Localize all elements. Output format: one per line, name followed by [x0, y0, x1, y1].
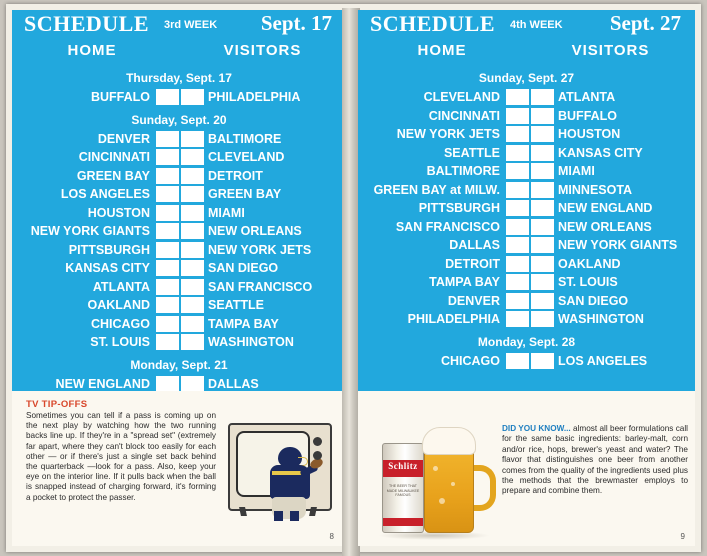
- visiting-team: CLEVELAND: [208, 150, 285, 164]
- score-box-home[interactable]: [156, 223, 179, 239]
- score-box-home[interactable]: [156, 168, 179, 184]
- home-team: DENVER: [97, 131, 150, 146]
- score-boxes[interactable]: [506, 182, 554, 198]
- score-box-visitor[interactable]: [531, 145, 554, 161]
- game-row: [12, 186, 346, 205]
- score-box-home[interactable]: [156, 334, 179, 350]
- score-box-home[interactable]: [506, 108, 529, 124]
- game-row: [12, 89, 346, 108]
- home-team: LOS ANGELES: [60, 187, 150, 201]
- home-team: PITTSBURGH: [418, 201, 500, 215]
- home-team: NEW YORK GIANTS: [30, 224, 150, 238]
- score-boxes[interactable]: [156, 242, 204, 258]
- score-box-home[interactable]: [506, 274, 529, 290]
- score-box-visitor[interactable]: [531, 274, 554, 290]
- date-label: Sept. 17: [260, 11, 332, 35]
- tv-screen: [236, 431, 310, 497]
- score-boxes[interactable]: [156, 205, 204, 221]
- visiting-team: WASHINGTON: [558, 312, 644, 326]
- home-team: PITTSBURGH: [68, 242, 150, 257]
- visiting-team: MIAMI: [558, 164, 595, 178]
- home-team: HOUSTON: [87, 205, 150, 220]
- visiting-team: DALLAS: [208, 376, 259, 391]
- visiting-team: SEATTLE: [208, 298, 265, 312]
- visiting-team: PHILADELPHIA: [208, 90, 301, 104]
- score-box-home[interactable]: [506, 89, 529, 105]
- score-box-home[interactable]: [156, 205, 179, 221]
- did-you-know-text: almost all beer formulations call for the same basic ingredients: barley-malt, corn and/or rice, hops, brewer's yeast and water? The flavor that distinguishes one beer from another comes from the quality of the ingredients used plus the methods that the brewmaster employs to prepare and combine them.: [502, 424, 688, 496]
- left-page: [12, 10, 346, 546]
- score-box-visitor[interactable]: [531, 256, 554, 272]
- home-team: GREEN BAY at MILW.: [373, 182, 500, 197]
- game-row: [358, 89, 695, 108]
- visiting-team: OAKLAND: [558, 256, 621, 271]
- score-boxes[interactable]: [156, 149, 204, 165]
- score-box-home[interactable]: [506, 163, 529, 179]
- game-row: [358, 126, 695, 145]
- score-box-home[interactable]: [506, 237, 529, 253]
- left-article-area: [12, 391, 346, 546]
- bubble: [439, 498, 445, 504]
- home-team: NEW YORK JETS: [396, 127, 500, 141]
- visiting-team: LOS ANGELES: [558, 353, 648, 368]
- page-number: 8: [329, 532, 334, 541]
- score-box-visitor[interactable]: [531, 163, 554, 179]
- home-team: OAKLAND: [87, 298, 150, 312]
- can-bottom-band: [383, 518, 423, 526]
- score-boxes[interactable]: [506, 274, 554, 290]
- home-team: NEW ENGLAND: [55, 376, 150, 391]
- game-row: [12, 260, 346, 279]
- score-box-home[interactable]: [156, 316, 179, 332]
- visiting-team: NEW ENGLAND: [558, 201, 653, 215]
- score-boxes[interactable]: [156, 376, 204, 392]
- score-box-visitor[interactable]: [181, 223, 204, 239]
- visiting-team: GREEN BAY: [208, 187, 282, 201]
- score-box-visitor[interactable]: [181, 168, 204, 184]
- home-team: SAN FRANCISCO: [395, 219, 500, 234]
- score-box-visitor[interactable]: [181, 334, 204, 350]
- score-boxes[interactable]: [156, 279, 204, 295]
- score-boxes[interactable]: [506, 293, 554, 309]
- home-team: DENVER: [447, 293, 500, 308]
- score-boxes[interactable]: [156, 316, 204, 332]
- score-box-visitor[interactable]: [181, 316, 204, 332]
- score-boxes[interactable]: [506, 108, 554, 124]
- left-schedule-panel: [12, 10, 346, 391]
- visiting-team: ATLANTA: [558, 90, 616, 104]
- game-row: [358, 219, 695, 238]
- score-box-home[interactable]: [156, 89, 179, 105]
- score-box-home[interactable]: [506, 256, 529, 272]
- score-box-visitor[interactable]: [531, 237, 554, 253]
- score-box-home[interactable]: [156, 376, 179, 392]
- mug-foam: [422, 427, 476, 455]
- game-row: [358, 274, 695, 293]
- game-row: [358, 311, 695, 330]
- score-boxes[interactable]: [506, 256, 554, 272]
- game-row: [12, 205, 346, 224]
- beer-mug: [424, 427, 486, 531]
- tv-tipoffs-body: Sometimes you can tell if a pass is coming up on the next play by watching how the two running backs line up. If they're in a "spread set" (extremely far apart, where they can't block too easily for each other — or if there's just a single set back behind the quarterback —look for a pass. Also, keep your eye on the interior line. If it pulls back when the ball is snapped instead of charging forward, it's forming a pocket to protect the passer.: [26, 411, 216, 502]
- visiting-team: DETROIT: [208, 168, 263, 183]
- right-article-area: [358, 391, 695, 546]
- visiting-team: NEW YORK GIANTS: [558, 238, 678, 252]
- day-label: Sunday, Sept. 20: [131, 112, 227, 127]
- home-column-header: HOME: [417, 42, 467, 59]
- visiting-team: WASHINGTON: [208, 335, 294, 349]
- game-row: [12, 297, 346, 316]
- score-boxes[interactable]: [156, 186, 204, 202]
- home-team: ST. LOUIS: [90, 335, 150, 349]
- left-column-headers: [12, 40, 346, 66]
- score-box-visitor[interactable]: [181, 89, 204, 105]
- score-box-visitor[interactable]: [531, 311, 554, 327]
- can-fine-print: THE BEER THAT MADE MILWAUKEE FAMOUS: [386, 484, 420, 498]
- score-boxes[interactable]: [506, 200, 554, 216]
- did-you-know-body: [502, 424, 688, 497]
- score-box-visitor[interactable]: [531, 108, 554, 124]
- score-box-visitor[interactable]: [181, 260, 204, 276]
- score-boxes[interactable]: [506, 219, 554, 235]
- score-boxes[interactable]: [156, 168, 204, 184]
- visiting-team: SAN DIEGO: [558, 293, 629, 308]
- game-row: [358, 237, 695, 256]
- visiting-team: TAMPA BAY: [208, 316, 279, 331]
- score-box-home[interactable]: [156, 186, 179, 202]
- day-label: Sunday, Sept. 27: [478, 71, 575, 85]
- score-box-visitor[interactable]: [531, 219, 554, 235]
- score-boxes[interactable]: [506, 311, 554, 327]
- game-row: [12, 168, 346, 187]
- home-team: CLEVELAND: [423, 90, 500, 104]
- score-box-home[interactable]: [506, 293, 529, 309]
- home-team: GREEN BAY: [76, 168, 150, 183]
- visiting-team: SAN FRANCISCO: [208, 279, 313, 294]
- day-label: Monday, Sept. 28: [477, 334, 576, 349]
- home-team: DETROIT: [445, 256, 500, 271]
- home-team: PHILADELPHIA: [407, 312, 500, 326]
- visitors-column-header: VISITORS: [571, 42, 650, 59]
- score-boxes[interactable]: [506, 145, 554, 161]
- home-team: CINCINNATI: [428, 108, 500, 123]
- television-illustration: [222, 419, 330, 517]
- schedule-title: SCHEDULE: [370, 11, 496, 36]
- score-box-home[interactable]: [506, 182, 529, 198]
- score-box-visitor[interactable]: [181, 186, 204, 202]
- game-row: [358, 182, 695, 201]
- tv-knob-icon: [313, 437, 322, 446]
- tv-knob-icon: [313, 451, 322, 460]
- day-label: Monday, Sept. 21: [130, 357, 228, 372]
- right-column-headers: [358, 40, 695, 66]
- score-boxes[interactable]: [156, 131, 204, 147]
- home-team: TAMPA BAY: [429, 275, 500, 289]
- game-row: [12, 242, 346, 261]
- brand-logo: Schlitz: [388, 461, 418, 471]
- score-box-home[interactable]: [506, 145, 529, 161]
- home-team: KANSAS CITY: [65, 261, 150, 275]
- schedule-title: SCHEDULE: [24, 11, 150, 36]
- visiting-team: MINNESOTA: [558, 182, 633, 197]
- left-schedule-header: [12, 10, 346, 40]
- score-boxes[interactable]: [506, 163, 554, 179]
- score-box-home[interactable]: [156, 260, 179, 276]
- home-column-header: HOME: [67, 42, 117, 59]
- sock-shape: [274, 511, 283, 521]
- game-row: [12, 149, 346, 168]
- score-boxes[interactable]: [156, 334, 204, 350]
- visitors-column-header: VISITORS: [223, 42, 302, 59]
- game-row: [12, 131, 346, 150]
- date-label: Sept. 27: [609, 11, 681, 35]
- visiting-team: BUFFALO: [558, 108, 618, 123]
- score-box-visitor[interactable]: [181, 131, 204, 147]
- score-boxes[interactable]: [506, 237, 554, 253]
- home-team: ATLANTA: [92, 279, 150, 294]
- score-box-home[interactable]: [156, 149, 179, 165]
- score-box-visitor[interactable]: [531, 353, 554, 369]
- score-box-home[interactable]: [506, 126, 529, 142]
- score-box-visitor[interactable]: [531, 182, 554, 198]
- score-box-home[interactable]: [156, 131, 179, 147]
- week-label: 4th WEEK: [510, 19, 563, 31]
- visiting-team: HOUSTON: [558, 127, 621, 141]
- bubble: [433, 466, 438, 471]
- did-you-know-lead: DID YOU KNOW...: [502, 424, 571, 433]
- mug-glass: [424, 443, 474, 533]
- score-boxes[interactable]: [156, 260, 204, 276]
- score-boxes[interactable]: [156, 223, 204, 239]
- magazine-spread: [6, 4, 701, 552]
- score-box-visitor[interactable]: [181, 242, 204, 258]
- bubble: [451, 482, 455, 486]
- visiting-team: SAN DIEGO: [208, 261, 279, 275]
- home-team: BALTIMORE: [426, 164, 500, 178]
- game-row: [12, 279, 346, 298]
- score-box-visitor[interactable]: [531, 293, 554, 309]
- score-boxes[interactable]: [506, 89, 554, 105]
- right-schedule-header: [358, 10, 695, 40]
- tv-tipoffs-title: TV TIP-OFFS: [26, 399, 88, 410]
- home-team: SEATTLE: [443, 145, 500, 160]
- game-row: [358, 145, 695, 164]
- right-page: [358, 10, 695, 546]
- game-row: [358, 200, 695, 219]
- score-box-home[interactable]: [506, 311, 529, 327]
- beer-illustration: [376, 413, 494, 539]
- home-team: CHICAGO: [440, 353, 500, 368]
- score-box-visitor[interactable]: [181, 149, 204, 165]
- home-team: DALLAS: [449, 238, 500, 252]
- game-row: [358, 108, 695, 127]
- visiting-team: ST. LOUIS: [558, 275, 618, 289]
- score-boxes[interactable]: [506, 126, 554, 142]
- score-box-visitor[interactable]: [531, 89, 554, 105]
- game-row: [12, 316, 346, 335]
- game-row: [358, 353, 695, 372]
- game-row: [358, 256, 695, 275]
- page-number: 9: [680, 532, 685, 541]
- sock-shape: [290, 511, 299, 521]
- score-box-home[interactable]: [156, 279, 179, 295]
- home-team: BUFFALO: [90, 90, 150, 104]
- score-box-home[interactable]: [156, 297, 179, 313]
- right-schedule-panel: [358, 10, 695, 391]
- visiting-team: KANSAS CITY: [558, 145, 643, 160]
- score-box-home[interactable]: [506, 353, 529, 369]
- score-box-visitor[interactable]: [181, 279, 204, 295]
- visiting-team: MIAMI: [208, 205, 245, 220]
- score-boxes[interactable]: [156, 89, 204, 105]
- score-box-visitor[interactable]: [181, 205, 204, 221]
- game-row: [358, 293, 695, 312]
- score-box-visitor[interactable]: [181, 376, 204, 392]
- day-label: Thursday, Sept. 17: [126, 71, 232, 85]
- visiting-team: NEW ORLEANS: [558, 219, 652, 234]
- score-box-visitor[interactable]: [531, 200, 554, 216]
- illustration-shadow: [378, 531, 490, 540]
- visiting-team: BALTIMORE: [208, 131, 282, 146]
- beer-can: [382, 443, 424, 533]
- score-box-home[interactable]: [506, 200, 529, 216]
- home-team: CHICAGO: [90, 316, 150, 331]
- score-boxes[interactable]: [156, 297, 204, 313]
- score-box-visitor[interactable]: [531, 126, 554, 142]
- score-box-home[interactable]: [506, 219, 529, 235]
- week-label: 3rd WEEK: [164, 19, 218, 31]
- score-box-visitor[interactable]: [181, 297, 204, 313]
- home-team: CINCINNATI: [78, 150, 150, 164]
- game-row: [358, 163, 695, 182]
- game-row: [12, 223, 346, 242]
- score-box-home[interactable]: [156, 242, 179, 258]
- visiting-team: NEW ORLEANS: [208, 224, 302, 238]
- game-row: [12, 334, 346, 353]
- score-boxes[interactable]: [506, 353, 554, 369]
- visiting-team: NEW YORK JETS: [208, 242, 312, 257]
